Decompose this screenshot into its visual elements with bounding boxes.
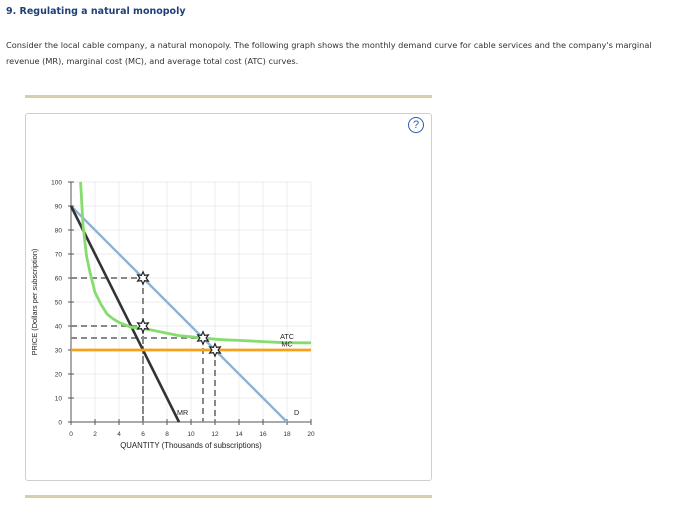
y-tick-label: 30 (54, 347, 62, 355)
series-label: ATC (280, 332, 294, 342)
y-tick-label: 90 (54, 203, 62, 211)
x-tick-label: 14 (235, 431, 243, 438)
x-tick-label: 8 (165, 431, 169, 438)
y-tick-label: 40 (54, 323, 62, 331)
top-divider (25, 95, 432, 98)
x-tick-label: 6 (141, 431, 145, 438)
series-label: MR (177, 407, 189, 417)
y-tick-label: 100 (51, 179, 62, 187)
demand-curve (71, 206, 287, 422)
question-title: 9. Regulating a natural monopoly (6, 6, 186, 17)
x-axis-title: QUANTITY (Thousands of subscriptions) (120, 441, 262, 450)
y-tick-label: 20 (54, 371, 62, 379)
y-tick-label: 70 (54, 251, 62, 259)
y-tick-label: 10 (54, 395, 62, 403)
bottom-divider (25, 495, 432, 498)
x-tick-label: 18 (283, 431, 291, 438)
help-button[interactable]: ? (408, 117, 424, 133)
series-label: MC (281, 339, 293, 349)
y-axis-title: PRICE (Dollars per subscription) (30, 248, 39, 356)
x-tick-label: 4 (117, 431, 121, 438)
x-tick-label: 12 (211, 431, 219, 438)
x-tick-label: 10 (187, 431, 195, 438)
graph-svg[interactable] (25, 113, 432, 481)
mr-curve (71, 206, 179, 422)
x-tick-label: 0 (69, 431, 73, 438)
y-tick-label: 80 (54, 227, 62, 235)
x-tick-label: 2 (93, 431, 97, 438)
y-tick-label: 50 (54, 299, 62, 307)
question-intro: Consider the local cable company, a natural monopoly. The following graph shows the monthly demand curve for cable services and the company's marginal revenue (MR), marginal cost (MC), and average total cost (ATC) curves. (6, 40, 652, 66)
x-tick-label: 20 (307, 431, 315, 438)
x-tick-label: 16 (259, 431, 267, 438)
y-tick-label: 0 (58, 419, 62, 427)
y-tick-label: 60 (54, 275, 62, 283)
series-label: D (293, 407, 300, 417)
